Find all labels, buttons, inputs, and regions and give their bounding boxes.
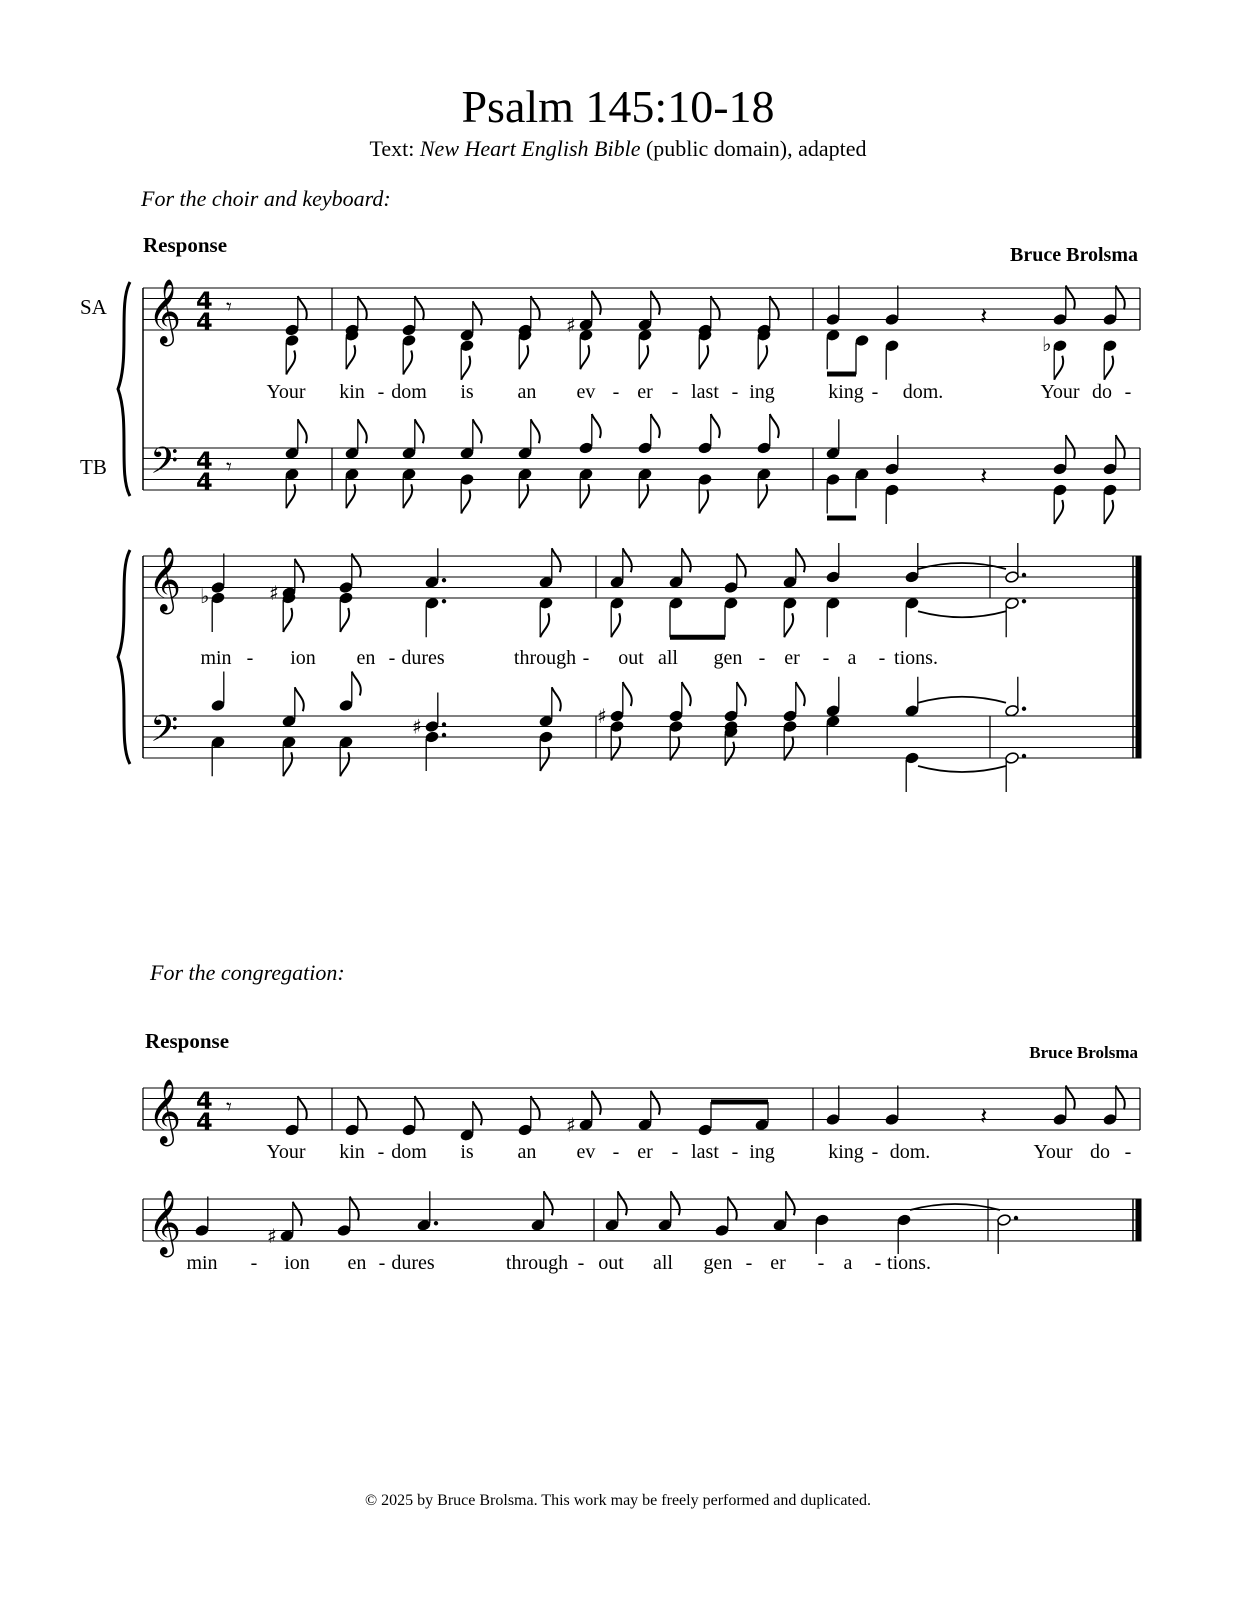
augmentation-dot	[1022, 754, 1026, 758]
note-flag	[670, 737, 679, 761]
copyright-footer: © 2025 by Bruce Brolsma. This work may be freely performed and duplicated.	[365, 1492, 871, 1509]
sharp-accidental: ♯	[267, 1223, 277, 1248]
note-flag	[415, 419, 424, 443]
congregation-lyric-1-3: dom	[391, 1141, 427, 1163]
congregation-lyric-1-17: do	[1090, 1141, 1110, 1163]
note-flag	[796, 548, 805, 572]
note-flag	[519, 345, 528, 369]
eighth-rest: 𝄾	[226, 1095, 232, 1120]
augmentation-dot	[1014, 1216, 1018, 1220]
congregation-section-heading: For the congregation:	[150, 960, 345, 985]
choir-lyric-1-8: er	[637, 381, 653, 403]
note-flag	[1104, 500, 1113, 524]
note-flag	[531, 419, 540, 443]
note-flag	[293, 1202, 302, 1226]
note-flag	[1054, 500, 1063, 524]
congregation-lyric-1-6: ev	[576, 1141, 596, 1163]
congregation-lyric-2-5: dures	[391, 1252, 435, 1274]
congregation-lyric-2-4: -	[378, 1252, 386, 1274]
bass-clef: 𝄢	[150, 440, 179, 491]
notehead	[755, 1118, 770, 1131]
congregation-response-label: Response	[145, 1029, 230, 1053]
congregation-lyric-2-8: out	[598, 1252, 624, 1274]
choir-lyric-1-11: -	[731, 381, 739, 403]
note-flag	[415, 296, 424, 320]
note-flag	[611, 737, 620, 761]
sharp-accidental: ♯	[412, 714, 422, 739]
congregation-lyric-1-8: er	[637, 1141, 653, 1163]
congregation-composer: Bruce Brolsma	[1029, 1043, 1138, 1062]
augmentation-dot	[1022, 573, 1026, 577]
treble-clef: 𝄞	[148, 279, 182, 344]
note-flag	[639, 345, 648, 369]
choir-lyric-2-9: all	[658, 647, 678, 669]
note-flag	[461, 490, 470, 514]
note-flag	[1066, 286, 1075, 310]
choir-lyric-1-2: -	[377, 381, 385, 403]
congregation-lyric-2-7: -	[577, 1252, 585, 1274]
notehead	[855, 468, 870, 481]
note-flag	[651, 414, 660, 438]
congregation-lyric-1-14: -	[871, 1141, 879, 1163]
congregation-lyric-1-9: -	[671, 1141, 679, 1163]
tie	[918, 697, 1006, 703]
note-flag	[580, 484, 589, 508]
choir-lyric-1-1: kin	[339, 381, 365, 403]
note-flag	[358, 419, 367, 443]
congregation-lyric-1-5: an	[517, 1141, 537, 1163]
augmentation-dot	[442, 599, 446, 603]
note-flag	[1066, 435, 1075, 459]
note-flag	[358, 1096, 367, 1120]
augmentation-dot	[1022, 707, 1026, 711]
note-flag	[352, 554, 361, 578]
choir-lyric-1-3: dom	[391, 381, 427, 403]
congregation-lyric-1-10: last	[691, 1141, 719, 1163]
note-flag	[1116, 286, 1125, 310]
choir-lyric-2-2: ion	[290, 647, 316, 669]
note-flag	[623, 548, 632, 572]
note-flag	[286, 484, 295, 508]
flat-accidental: ♭	[200, 584, 210, 608]
choir-lyric-2-16: tions.	[894, 647, 938, 669]
note-flag	[552, 687, 561, 711]
note-flag	[519, 484, 528, 508]
part-label-tb: TB	[80, 455, 107, 479]
congregation-lyric-1-1: kin	[339, 1141, 365, 1163]
choir-lyric-1-10: last	[691, 381, 719, 403]
choir-response-label: Response	[143, 233, 228, 257]
note-flag	[340, 752, 349, 776]
time-signature-bottom: 4	[196, 468, 213, 496]
choir-lyric-1-12: ing	[749, 381, 775, 403]
note-flag	[758, 484, 767, 508]
note-flag	[796, 682, 805, 706]
note-flag	[295, 559, 304, 583]
congregation-lyric-2-0: min	[186, 1252, 218, 1274]
time-signature-top: 4	[196, 1087, 213, 1115]
congregation-lyric-2-13: -	[817, 1252, 825, 1274]
note-flag	[473, 1101, 482, 1125]
choir-lyric-1-4: is	[460, 381, 474, 403]
choir-lyric-2-8: out	[618, 647, 644, 669]
sharp-accidental: ♯	[597, 704, 607, 728]
note-flag	[1066, 1086, 1075, 1110]
note-flag	[699, 345, 708, 369]
choir-lyric-1-16: Your	[1040, 381, 1080, 403]
note-flag	[770, 414, 779, 438]
sharp-accidental: ♯	[566, 1112, 576, 1137]
note-flag	[737, 682, 746, 706]
text-credit-source: New Heart English Bible	[419, 136, 641, 161]
time-signature-top: 4	[196, 287, 213, 315]
note-flag	[592, 291, 601, 315]
choir-lyric-2-5: dures	[401, 647, 445, 669]
note-flag	[623, 682, 632, 706]
congregation-lyric-2-9: all	[653, 1252, 673, 1274]
choir-lyric-1-6: ev	[576, 381, 596, 403]
choir-lyric-2-1: -	[246, 647, 254, 669]
note-flag	[298, 419, 307, 443]
note-flag	[711, 414, 720, 438]
choir-lyric-2-15: -	[878, 647, 886, 669]
notehead	[855, 334, 870, 347]
final-thick-barline	[1136, 556, 1141, 758]
congregation-lyric-1-0: Your	[266, 1141, 306, 1163]
time-signature-top: 4	[196, 447, 213, 475]
note-flag	[737, 554, 746, 578]
tie	[918, 766, 1006, 772]
notehead	[724, 597, 739, 610]
treble-clef: 𝄞	[148, 547, 182, 612]
quarter-rest: 𝄽	[980, 1102, 988, 1130]
choir-lyric-1-17: do	[1092, 381, 1112, 403]
final-thick-barline	[1136, 1199, 1141, 1241]
note-flag	[699, 490, 708, 514]
time-signature-bottom: 4	[196, 1108, 213, 1136]
augmentation-dot	[442, 733, 446, 737]
choir-lyric-2-4: -	[388, 647, 396, 669]
congregation-lyric-2-16: tions.	[887, 1252, 931, 1274]
choir-lyric-2-11: -	[758, 647, 766, 669]
choir-lyric-2-6: through	[513, 647, 577, 669]
note-flag	[283, 752, 292, 776]
treble-clef: 𝄞	[148, 1079, 182, 1144]
choir-lyric-1-13: king	[828, 381, 864, 403]
note-flag	[352, 672, 361, 696]
note-flag	[725, 742, 734, 766]
note-flag	[1054, 356, 1063, 380]
note-flag	[473, 301, 482, 325]
treble-clef: 𝄞	[148, 1190, 182, 1255]
note-flag	[1116, 1086, 1125, 1110]
congregation-lyric-2-3: en	[347, 1252, 367, 1274]
choir-lyric-1-15: dom.	[902, 381, 944, 403]
system-brace	[118, 282, 130, 496]
note-flag	[415, 1096, 424, 1120]
note-flag	[580, 345, 589, 369]
choir-lyric-1-5: an	[517, 381, 537, 403]
congregation-lyric-1-15: dom.	[889, 1141, 931, 1163]
note-flag	[531, 1096, 540, 1120]
sharp-accidental: ♯	[566, 312, 576, 337]
congregation-lyric-1-18: -	[1124, 1141, 1132, 1163]
tie	[918, 611, 1006, 617]
augmentation-dot	[1022, 599, 1026, 603]
note-flag	[651, 1091, 660, 1115]
note-flag	[618, 1191, 627, 1215]
note-flag	[711, 296, 720, 320]
part-label-sa: SA	[80, 295, 107, 319]
note-flag	[786, 1191, 795, 1215]
congregation-lyric-1-13: king	[828, 1141, 864, 1163]
note-flag	[770, 296, 779, 320]
note-flag	[295, 687, 304, 711]
eighth-rest: 𝄾	[226, 295, 232, 320]
note-flag	[671, 1191, 680, 1215]
choir-lyric-2-7: -	[582, 647, 590, 669]
quarter-rest: 𝄽	[980, 462, 988, 490]
congregation-lyric-2-6: through	[505, 1252, 569, 1274]
congregation-lyric-1-7: -	[612, 1141, 620, 1163]
note-flag	[592, 414, 601, 438]
note-flag	[283, 608, 292, 632]
choir-lyric-1-7: -	[612, 381, 620, 403]
quarter-rest: 𝄽	[980, 302, 988, 330]
choir-lyric-2-13: -	[822, 647, 830, 669]
note-flag	[758, 345, 767, 369]
congregation-lyric-2-12: er	[770, 1252, 786, 1274]
note-flag	[340, 608, 349, 632]
note-flag	[298, 1096, 307, 1120]
choir-lyric-1-0: Your	[266, 381, 306, 403]
note-flag	[1116, 435, 1125, 459]
note-flag	[540, 613, 549, 637]
note-flag	[286, 351, 295, 375]
note-flag	[531, 296, 540, 320]
eighth-rest: 𝄾	[226, 455, 232, 480]
choir-lyric-2-10: gen	[713, 647, 743, 669]
note-flag	[461, 356, 470, 380]
sharp-accidental: ♯	[269, 580, 279, 605]
note-flag	[639, 484, 648, 508]
notehead	[698, 1124, 713, 1137]
note-flag	[544, 1191, 553, 1215]
time-signature-bottom: 4	[196, 308, 213, 336]
congregation-lyric-2-1: -	[250, 1252, 258, 1274]
flat-accidental: ♭	[1042, 331, 1052, 356]
note-flag	[350, 1197, 359, 1221]
note-flag	[346, 345, 355, 369]
choir-lyric-2-14: a	[847, 647, 857, 669]
congregation-lyric-2-14: a	[843, 1252, 853, 1274]
note-flag	[651, 291, 660, 315]
congregation-lyric-2-15: -	[874, 1252, 882, 1274]
choir-lyric-1-9: -	[671, 381, 679, 403]
note-flag	[346, 484, 355, 508]
congregation-lyric-2-2: ion	[284, 1252, 310, 1274]
note-flag	[682, 682, 691, 706]
note-flag	[403, 351, 412, 375]
note-flag	[682, 548, 691, 572]
system-brace	[118, 550, 130, 764]
note-flag	[728, 1197, 737, 1221]
note-flag	[592, 1091, 601, 1115]
choir-lyric-2-12: er	[784, 647, 800, 669]
notehead	[669, 597, 684, 610]
choir-lyric-1-18: -	[1124, 381, 1132, 403]
augmentation-dot	[442, 578, 446, 582]
choir-lyric-2-3: en	[356, 647, 376, 669]
note-flag	[403, 484, 412, 508]
choir-composer: Bruce Brolsma	[1010, 244, 1138, 266]
note-flag	[473, 419, 482, 443]
augmentation-dot	[434, 1221, 438, 1225]
page-title: Psalm 145:10-18	[461, 81, 775, 132]
congregation-lyric-2-11: -	[745, 1252, 753, 1274]
congregation-lyric-1-11: -	[731, 1141, 739, 1163]
note-flag	[611, 613, 620, 637]
congregation-lyric-1-16: Your	[1033, 1141, 1073, 1163]
note-flag	[540, 747, 549, 771]
choir-section-heading: For the choir and keyboard:	[141, 186, 391, 211]
congregation-lyric-1-4: is	[460, 1141, 474, 1163]
note-flag	[552, 548, 561, 572]
congregation-lyric-2-10: gen	[703, 1252, 733, 1274]
congregation-lyric-1-12: ing	[749, 1141, 775, 1163]
note-flag	[784, 613, 793, 637]
choir-lyric-1-14: -	[871, 381, 879, 403]
bass-clef: 𝄢	[150, 708, 179, 759]
congregation-lyric-1-2: -	[377, 1141, 385, 1163]
augmentation-dot	[442, 722, 446, 726]
note-flag	[784, 737, 793, 761]
text-credit-suffix: (public domain), adapted	[640, 136, 867, 161]
note-flag	[298, 296, 307, 320]
text-credit-prefix: Text:	[369, 136, 420, 161]
choir-lyric-2-0: min	[200, 647, 232, 669]
note-flag	[1104, 356, 1113, 380]
note-flag	[358, 296, 367, 320]
